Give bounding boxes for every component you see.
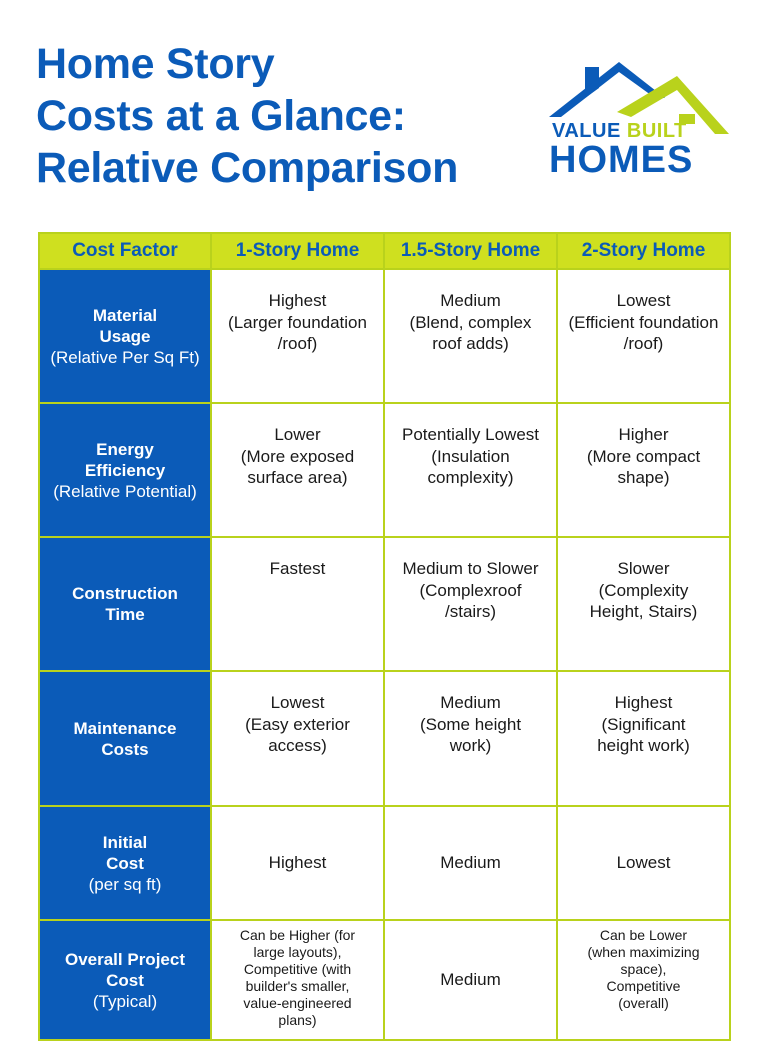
cell-2-story: Highest (Significant height work) xyxy=(557,671,730,806)
row-label-overall-project-cost xyxy=(39,920,211,1040)
logo-word-value: VALUE xyxy=(552,120,621,142)
cell-2-story: Can be Lower (when maximizing space), Competitive (overall) xyxy=(557,920,730,1040)
factor-name: Energy Efficiency xyxy=(84,439,166,480)
cell-1-story: Can be Higher (for large layouts), Competitive (with builder's smaller, value-engineered plans) xyxy=(211,920,384,1040)
cell-2-story: Lowest (Efficient foundation /roof) xyxy=(557,269,730,403)
factor-name: Initial Cost xyxy=(102,832,148,873)
logo-word-built: BUILT xyxy=(626,120,687,142)
table-row xyxy=(39,537,730,671)
title-line-2: Costs at a Glance: xyxy=(36,92,406,140)
cell-1-5-story: Potentially Lowest (Insulation complexity) xyxy=(384,403,557,537)
header-1-5-story: 1.5-Story Home xyxy=(384,233,557,269)
factor-name: Material Usage xyxy=(92,305,158,346)
title-line-1: Home Story xyxy=(36,40,275,88)
factor-subtitle: (Typical) xyxy=(92,991,158,1011)
cell-1-story: Lowest (Easy exterior access) xyxy=(211,671,384,806)
factor-subtitle: (per sq ft) xyxy=(88,874,162,894)
cell-1-5-story: Medium xyxy=(384,920,557,1040)
comparison-table xyxy=(38,232,731,1041)
cell-1-5-story: Medium (Some height work) xyxy=(384,671,557,806)
row-label-maintenance-costs xyxy=(39,671,211,806)
factor-subtitle: (Relative Potential) xyxy=(53,481,197,501)
header-2-story: 2-Story Home xyxy=(557,233,730,269)
factor-name: Overall Project Cost xyxy=(64,949,185,990)
cell-1-5-story: Medium xyxy=(384,806,557,920)
cell-1-story: Lower (More exposed surface area) xyxy=(211,403,384,537)
cell-1-story: Highest xyxy=(211,806,384,920)
cell-1-5-story: Medium to Slower (Complexroof /stairs) xyxy=(384,537,557,671)
header-cost-factor: Cost Factor xyxy=(39,233,211,269)
cell-1-5-story: Medium (Blend, complex roof adds) xyxy=(384,269,557,403)
factor-subtitle: (Relative Per Sq Ft) xyxy=(50,347,200,367)
cell-1-story: Highest (Larger foundation /roof) xyxy=(211,269,384,403)
table-header-row xyxy=(39,233,730,269)
logo-word-homes: HOMES xyxy=(549,139,694,181)
title-line-3: Relative Comparison xyxy=(36,144,459,192)
row-label-initial-cost xyxy=(39,806,211,920)
table-row xyxy=(39,269,730,403)
table-row xyxy=(39,403,730,537)
cell-2-story: Slower (Complexity Height, Stairs) xyxy=(557,537,730,671)
cell-2-story: Lowest xyxy=(557,806,730,920)
row-label-construction-time xyxy=(39,537,211,671)
table-row xyxy=(39,806,730,920)
table-row xyxy=(39,671,730,806)
factor-name: Construction Time xyxy=(72,584,178,624)
cell-2-story: Higher (More compact shape) xyxy=(557,403,730,537)
row-label-material-usage xyxy=(39,269,211,403)
value-built-homes-logo xyxy=(545,62,735,182)
factor-name: Maintenance Costs xyxy=(73,718,177,759)
header-1-story: 1-Story Home xyxy=(211,233,384,269)
table-row xyxy=(39,920,730,1040)
page-title xyxy=(36,38,536,194)
cell-1-story: Fastest xyxy=(211,537,384,671)
row-label-energy-efficiency xyxy=(39,403,211,537)
